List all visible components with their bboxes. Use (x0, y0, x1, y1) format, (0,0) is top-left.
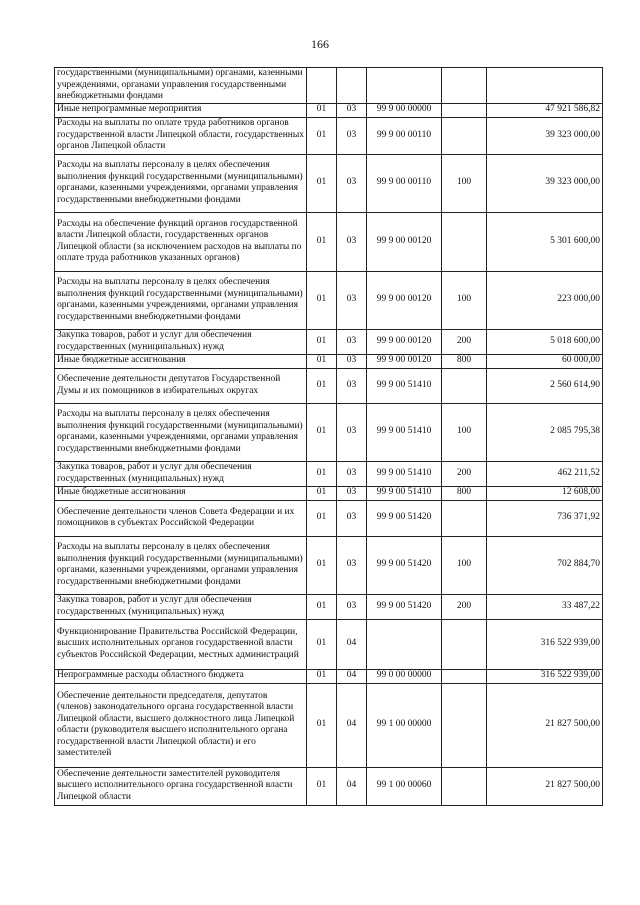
target-code-cell: 99 9 00 51410 (367, 368, 442, 403)
table-row (55, 486, 603, 500)
amount-cell: 702 884,70 (487, 536, 603, 594)
expense-type-cell (442, 500, 487, 536)
budget-table (54, 67, 603, 806)
amount-cell: 316 522 939,00 (487, 619, 603, 669)
expense-name-cell: Расходы на выплаты по оплате труда работников органов государственной власти Липецкой области, государственных органов Липецкой области (55, 117, 307, 154)
target-code-cell: 99 9 00 00120 (367, 329, 442, 354)
amount-cell: 316 522 939,00 (487, 669, 603, 683)
expense-type-cell (442, 68, 487, 104)
target-code-cell: 99 9 00 51410 (367, 486, 442, 500)
target-code-cell: 99 9 00 00110 (367, 154, 442, 212)
expense-type-cell: 800 (442, 354, 487, 368)
amount-cell: 2 085 795,38 (487, 403, 603, 461)
expense-type-cell (442, 619, 487, 669)
target-code-cell: 99 9 00 51410 (367, 403, 442, 461)
section-cell: 01 (307, 536, 337, 594)
expense-type-cell: 100 (442, 403, 487, 461)
amount-cell: 39 323 000,00 (487, 117, 603, 154)
budget-table-body (55, 68, 603, 806)
section-cell: 01 (307, 461, 337, 486)
amount-cell: 33 487,22 (487, 594, 603, 619)
expense-type-cell: 100 (442, 154, 487, 212)
subsection-cell: 03 (337, 329, 367, 354)
expense-name-cell: Функционирование Правительства Российской Федерации, высших исполнительных органов государственной власти субъектов Российской Федерации, местных администраций (55, 619, 307, 669)
expense-name-cell: Иные непрограммные мероприятия (55, 103, 307, 117)
subsection-cell: 03 (337, 486, 367, 500)
section-cell: 01 (307, 103, 337, 117)
target-code-cell: 99 9 00 51420 (367, 500, 442, 536)
expense-name-cell: Обеспечение деятельности заместителей руководителя высшего исполнительного органа государственной власти Липецкой области (55, 767, 307, 805)
subsection-cell: 03 (337, 117, 367, 154)
target-code-cell: 99 0 00 00000 (367, 669, 442, 683)
section-cell: 01 (307, 619, 337, 669)
expense-type-cell (442, 767, 487, 805)
subsection-cell: 04 (337, 619, 367, 669)
expense-type-cell (442, 683, 487, 767)
subsection-cell: 03 (337, 536, 367, 594)
expense-name-cell: государственными (муниципальными) органами, казенными учреждениями, органами управления государственными внебюджетными фондами (55, 68, 307, 104)
amount-cell: 462 211,52 (487, 461, 603, 486)
section-cell: 01 (307, 594, 337, 619)
expense-name-cell: Расходы на обеспечение функций органов государственной власти Липецкой области, государственных органов Липецкой области (за исключением расходов на выплаты по оплате труда работников указанных органов) (55, 212, 307, 271)
page-number: 166 (311, 37, 329, 51)
table-row (55, 154, 603, 212)
section-cell (307, 68, 337, 104)
amount-cell (487, 68, 603, 104)
table-row (55, 536, 603, 594)
expense-type-cell: 800 (442, 486, 487, 500)
target-code-cell (367, 68, 442, 104)
subsection-cell: 04 (337, 669, 367, 683)
subsection-cell (337, 68, 367, 104)
target-code-cell: 99 9 00 00120 (367, 354, 442, 368)
table-row (55, 212, 603, 271)
target-code-cell: 99 9 00 00120 (367, 212, 442, 271)
expense-type-cell (442, 669, 487, 683)
amount-cell: 60 000,00 (487, 354, 603, 368)
section-cell: 01 (307, 212, 337, 271)
subsection-cell: 04 (337, 767, 367, 805)
expense-type-cell (442, 212, 487, 271)
expense-name-cell: Иные бюджетные ассигнования (55, 486, 307, 500)
subsection-cell: 03 (337, 154, 367, 212)
table-row (55, 354, 603, 368)
target-code-cell: 99 9 00 51420 (367, 536, 442, 594)
expense-name-cell: Обеспечение деятельности членов Совета Федерации и их помощников в субъектах Российской Федерации (55, 500, 307, 536)
section-cell: 01 (307, 403, 337, 461)
section-cell: 01 (307, 354, 337, 368)
amount-cell: 2 560 614,90 (487, 368, 603, 403)
amount-cell: 736 371,92 (487, 500, 603, 536)
amount-cell: 223 000,00 (487, 271, 603, 329)
expense-name-cell: Расходы на выплаты персоналу в целях обеспечения выполнения функций государственными (муниципальными) органами, казенными учреждениями, органами управления государственными внебюджетными фондами (55, 271, 307, 329)
subsection-cell: 03 (337, 403, 367, 461)
subsection-cell: 03 (337, 103, 367, 117)
expense-name-cell: Закупка товаров, работ и услуг для обеспечения государственных (муниципальных) нужд (55, 329, 307, 354)
table-row (55, 368, 603, 403)
expense-type-cell: 100 (442, 271, 487, 329)
target-code-cell: 99 1 00 00000 (367, 683, 442, 767)
expense-type-cell: 200 (442, 461, 487, 486)
subsection-cell: 03 (337, 212, 367, 271)
subsection-cell: 03 (337, 500, 367, 536)
subsection-cell: 03 (337, 271, 367, 329)
expense-name-cell: Непрограммные расходы областного бюджета (55, 669, 307, 683)
table-row (55, 619, 603, 669)
table-row (55, 68, 603, 104)
table-row (55, 461, 603, 486)
target-code-cell: 99 9 00 51420 (367, 594, 442, 619)
table-row (55, 767, 603, 805)
subsection-cell: 03 (337, 354, 367, 368)
subsection-cell: 03 (337, 594, 367, 619)
expense-type-cell: 100 (442, 536, 487, 594)
table-row (55, 403, 603, 461)
table-row (55, 683, 603, 767)
section-cell: 01 (307, 271, 337, 329)
section-cell: 01 (307, 486, 337, 500)
amount-cell: 21 827 500,00 (487, 767, 603, 805)
section-cell: 01 (307, 500, 337, 536)
target-code-cell (367, 619, 442, 669)
table-row (55, 271, 603, 329)
amount-cell: 5 301 600,00 (487, 212, 603, 271)
table-row (55, 669, 603, 683)
expense-name-cell: Расходы на выплаты персоналу в целях обеспечения выполнения функций государственными (муниципальными) органами, казенными учреждениями, органами управления государственными внебюджетными фондами (55, 154, 307, 212)
section-cell: 01 (307, 329, 337, 354)
expense-type-cell (442, 368, 487, 403)
amount-cell: 39 323 000,00 (487, 154, 603, 212)
expense-type-cell (442, 103, 487, 117)
section-cell: 01 (307, 117, 337, 154)
section-cell: 01 (307, 669, 337, 683)
target-code-cell: 99 9 00 51410 (367, 461, 442, 486)
expense-type-cell (442, 117, 487, 154)
amount-cell: 47 921 586,82 (487, 103, 603, 117)
target-code-cell: 99 9 00 00120 (367, 271, 442, 329)
table-row (55, 103, 603, 117)
section-cell: 01 (307, 154, 337, 212)
subsection-cell: 04 (337, 683, 367, 767)
target-code-cell: 99 9 00 00000 (367, 103, 442, 117)
expense-name-cell: Обеспечение деятельности председателя, депутатов (членов) законодательного органа государственной власти Липецкой области, высшего должностного лица Липецкой области (руководителя высшего исполнительного органа государственной власти Липецкой области) и его заместителей (55, 683, 307, 767)
table-row (55, 329, 603, 354)
expense-type-cell: 200 (442, 329, 487, 354)
amount-cell: 12 608,00 (487, 486, 603, 500)
section-cell: 01 (307, 368, 337, 403)
expense-name-cell: Иные бюджетные ассигнования (55, 354, 307, 368)
table-row (55, 117, 603, 154)
expense-name-cell: Расходы на выплаты персоналу в целях обеспечения выполнения функций государственными (муниципальными) органами, казенными учреждениями, органами управления государственными внебюджетными фондами (55, 403, 307, 461)
table-row (55, 500, 603, 536)
expense-type-cell: 200 (442, 594, 487, 619)
expense-name-cell: Закупка товаров, работ и услуг для обеспечения государственных (муниципальных) нужд (55, 461, 307, 486)
section-cell: 01 (307, 767, 337, 805)
subsection-cell: 03 (337, 368, 367, 403)
table-row (55, 594, 603, 619)
expense-name-cell: Закупка товаров, работ и услуг для обеспечения государственных (муниципальных) нужд (55, 594, 307, 619)
subsection-cell: 03 (337, 461, 367, 486)
target-code-cell: 99 1 00 00060 (367, 767, 442, 805)
amount-cell: 5 018 600,00 (487, 329, 603, 354)
amount-cell: 21 827 500,00 (487, 683, 603, 767)
target-code-cell: 99 9 00 00110 (367, 117, 442, 154)
section-cell: 01 (307, 683, 337, 767)
expense-name-cell: Расходы на выплаты персоналу в целях обеспечения выполнения функций государственными (муниципальными) органами, казенными учреждениями, органами управления государственными внебюджетными фондами (55, 536, 307, 594)
expense-name-cell: Обеспечение деятельности депутатов Государственной Думы и их помощников в избирательных округах (55, 368, 307, 403)
